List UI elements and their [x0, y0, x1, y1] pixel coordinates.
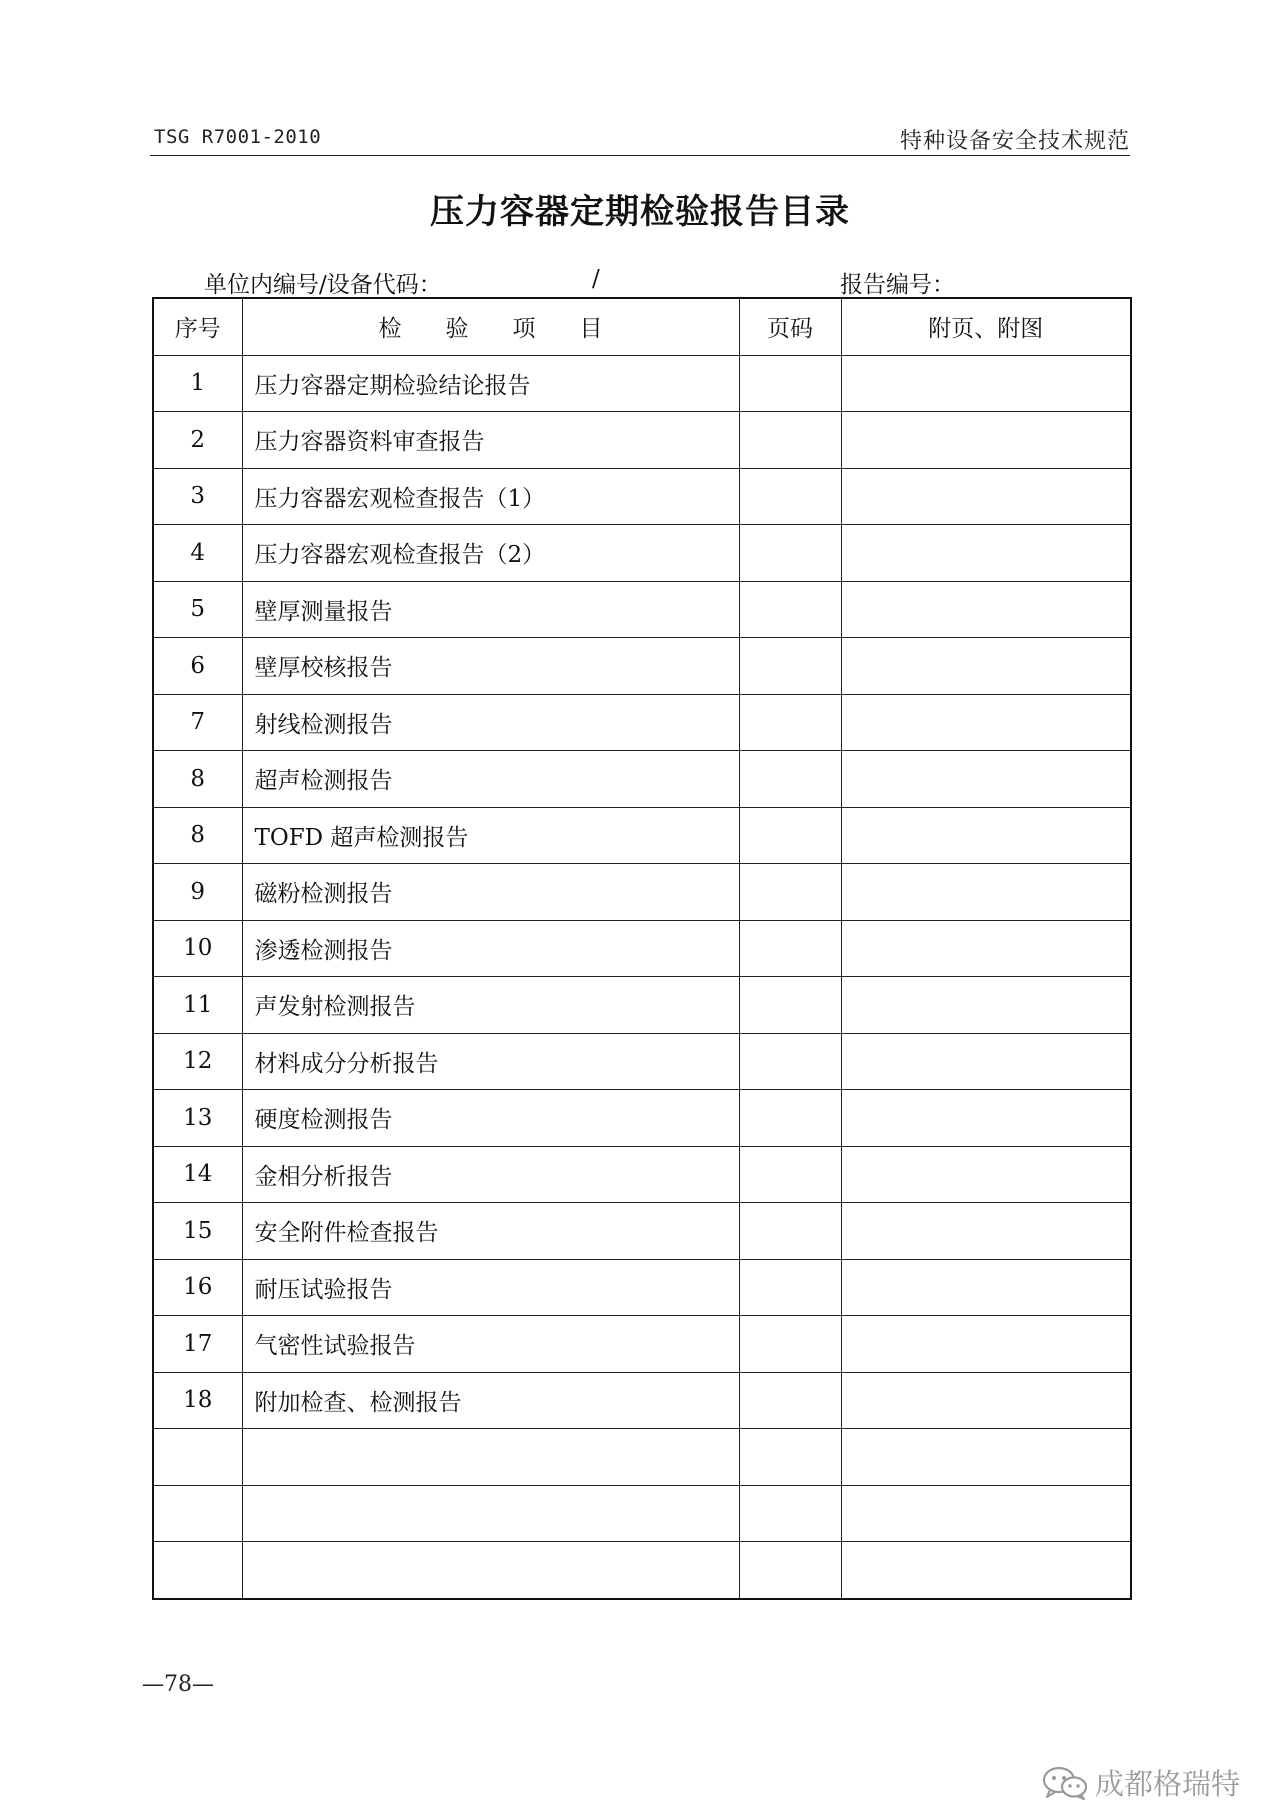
header-divider	[150, 155, 1130, 156]
page-title: 压力容器定期检验报告目录	[430, 192, 850, 232]
row-page	[739, 694, 841, 751]
row-item: 声发射检测报告	[242, 977, 739, 1034]
row-page	[739, 751, 841, 808]
row-page	[739, 1203, 841, 1260]
table-row	[153, 1203, 1131, 1260]
header-attach: 附页、附图	[841, 298, 1131, 355]
row-seq: 8	[153, 751, 242, 808]
row-page	[739, 1429, 841, 1486]
table-body	[153, 355, 1131, 1599]
row-attach	[841, 468, 1131, 525]
row-item: TOFD 超声检测报告	[242, 807, 739, 864]
table-row	[153, 1146, 1131, 1203]
row-seq: 3	[153, 468, 242, 525]
row-seq: 11	[153, 977, 242, 1034]
table-row	[153, 525, 1131, 582]
row-attach	[841, 1146, 1131, 1203]
row-attach	[841, 1316, 1131, 1373]
report-number-label: 报告编号：	[840, 272, 955, 298]
table-row	[153, 1372, 1131, 1429]
row-item: 射线检测报告	[242, 694, 739, 751]
row-item: 压力容器资料审查报告	[242, 412, 739, 469]
row-page	[739, 807, 841, 864]
row-page	[739, 1542, 841, 1599]
row-attach	[841, 1429, 1131, 1486]
row-attach	[841, 751, 1131, 808]
row-item	[242, 1485, 739, 1542]
row-seq	[153, 1542, 242, 1599]
report-index-table	[152, 297, 1132, 1600]
table-row	[153, 1429, 1131, 1486]
row-seq: 1	[153, 355, 242, 412]
table-row	[153, 1316, 1131, 1373]
row-seq: 5	[153, 581, 242, 638]
row-seq: 7	[153, 694, 242, 751]
watermark-text: 成都格瑞特	[1094, 1767, 1240, 1801]
row-attach	[841, 1259, 1131, 1316]
row-attach	[841, 1203, 1131, 1260]
header-item	[242, 298, 739, 355]
row-attach	[841, 355, 1131, 412]
row-seq: 8	[153, 807, 242, 864]
row-seq: 2	[153, 412, 242, 469]
table-row	[153, 920, 1131, 977]
row-seq: 15	[153, 1203, 242, 1260]
row-item: 材料成分分析报告	[242, 1033, 739, 1090]
row-attach	[841, 864, 1131, 921]
table-row	[153, 1542, 1131, 1599]
row-attach	[841, 694, 1131, 751]
row-item: 渗透检测报告	[242, 920, 739, 977]
row-attach	[841, 638, 1131, 695]
row-item	[242, 1429, 739, 1486]
row-item: 磁粉检测报告	[242, 864, 739, 921]
page-number: —78—	[142, 1672, 214, 1697]
header-seq: 序号	[153, 298, 242, 355]
row-page	[739, 1146, 841, 1203]
row-page	[739, 1316, 841, 1373]
row-item: 金相分析报告	[242, 1146, 739, 1203]
series-name: 特种设备安全技术规范	[899, 129, 1130, 154]
row-item: 附加检查、检测报告	[242, 1372, 739, 1429]
row-page	[739, 1259, 841, 1316]
table-row	[153, 1033, 1131, 1090]
row-attach	[841, 1542, 1131, 1599]
row-page	[739, 525, 841, 582]
header-item-label: 检验项目	[378, 316, 647, 343]
table-row	[153, 864, 1131, 921]
row-page	[739, 864, 841, 921]
table-row	[153, 807, 1131, 864]
row-page	[739, 920, 841, 977]
row-seq	[153, 1485, 242, 1542]
row-item: 超声检测报告	[242, 751, 739, 808]
table-row	[153, 468, 1131, 525]
row-attach	[841, 1372, 1131, 1429]
row-item: 耐压试验报告	[242, 1259, 739, 1316]
row-item: 硬度检测报告	[242, 1090, 739, 1147]
table-row	[153, 355, 1131, 412]
row-attach	[841, 977, 1131, 1034]
row-attach	[841, 1033, 1131, 1090]
table-row	[153, 1259, 1131, 1316]
row-item: 气密性试验报告	[242, 1316, 739, 1373]
row-page	[739, 1485, 841, 1542]
row-page	[739, 581, 841, 638]
row-attach	[841, 920, 1131, 977]
row-seq: 17	[153, 1316, 242, 1373]
unit-code-separator: /	[592, 266, 600, 292]
table-header-row	[153, 298, 1131, 355]
row-page	[739, 1372, 841, 1429]
table-row	[153, 694, 1131, 751]
row-page	[739, 977, 841, 1034]
row-seq: 14	[153, 1146, 242, 1203]
table-row	[153, 581, 1131, 638]
row-page	[739, 1090, 841, 1147]
row-item: 压力容器宏观检查报告（1）	[242, 468, 739, 525]
row-attach	[841, 412, 1131, 469]
table-row	[153, 412, 1131, 469]
table-row	[153, 1485, 1131, 1542]
row-item: 壁厚校核报告	[242, 638, 739, 695]
table-row	[153, 977, 1131, 1034]
wechat-icon	[1041, 1765, 1089, 1801]
row-seq	[153, 1429, 242, 1486]
row-attach	[841, 525, 1131, 582]
row-page	[739, 1033, 841, 1090]
row-item: 压力容器定期检验结论报告	[242, 355, 739, 412]
row-page	[739, 638, 841, 695]
row-attach	[841, 807, 1131, 864]
row-seq: 12	[153, 1033, 242, 1090]
table-row	[153, 751, 1131, 808]
row-item	[242, 1542, 739, 1599]
row-page	[739, 468, 841, 525]
row-seq: 6	[153, 638, 242, 695]
row-attach	[841, 1090, 1131, 1147]
row-seq: 16	[153, 1259, 242, 1316]
row-seq: 9	[153, 864, 242, 921]
row-item: 安全附件检查报告	[242, 1203, 739, 1260]
table-row	[153, 1090, 1131, 1147]
row-seq: 10	[153, 920, 242, 977]
unit-code-label: 单位内编号/设备代码：	[204, 272, 442, 298]
row-seq: 13	[153, 1090, 242, 1147]
row-item: 压力容器宏观检查报告（2）	[242, 525, 739, 582]
row-seq: 18	[153, 1372, 242, 1429]
row-item: 壁厚测量报告	[242, 581, 739, 638]
row-page	[739, 355, 841, 412]
row-attach	[841, 1485, 1131, 1542]
header-page: 页码	[739, 298, 841, 355]
row-page	[739, 412, 841, 469]
row-attach	[841, 581, 1131, 638]
row-seq: 4	[153, 525, 242, 582]
table-row	[153, 638, 1131, 695]
watermark	[1041, 1762, 1240, 1803]
standard-code: TSG R7001-2010	[154, 126, 322, 148]
